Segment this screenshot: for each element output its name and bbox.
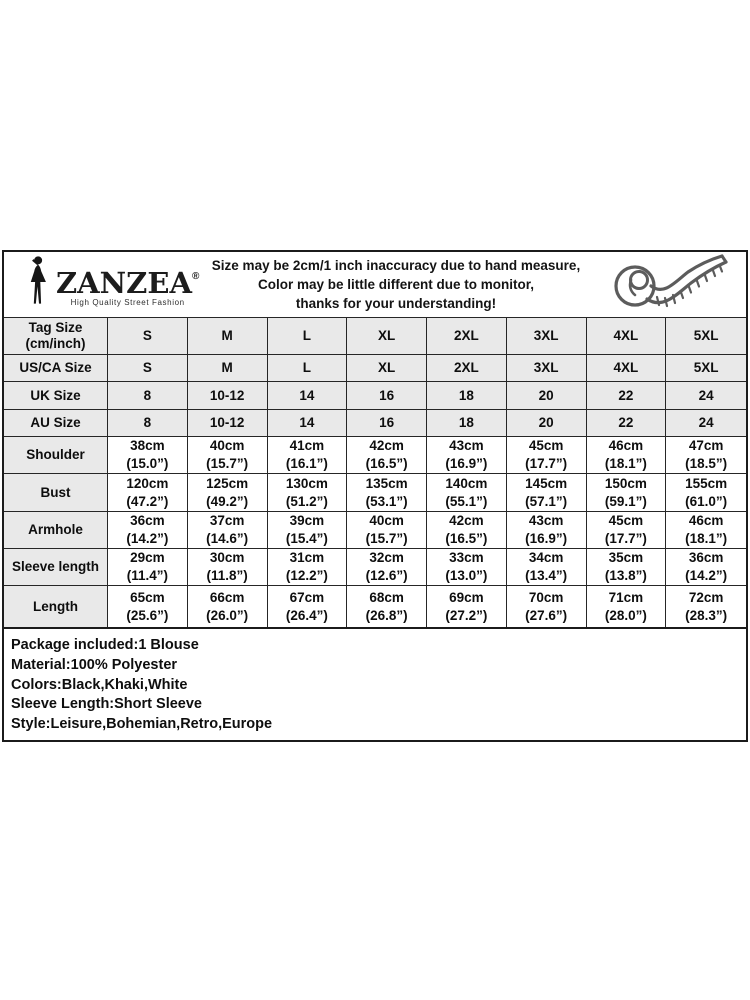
- measure-cell: 45cm (17.7”): [507, 437, 587, 474]
- table-header-band: [4, 252, 746, 318]
- size-header-cell: L: [268, 318, 348, 355]
- disclaimer-line-2: Color may be little different due to monitor,: [257, 277, 535, 292]
- size-cell: 2XL: [427, 355, 507, 382]
- measure-cell: 40cm (15.7”): [188, 437, 268, 474]
- measure-cell: 155cm (61.0”): [666, 474, 746, 512]
- size-cell: 4XL: [587, 355, 667, 382]
- measure-cell: 68cm (26.8”): [347, 586, 427, 627]
- measure-cell: 42cm (16.5”): [347, 437, 427, 474]
- measure-cell: 130cm (51.2”): [268, 474, 348, 512]
- size-header-cell: S: [108, 318, 188, 355]
- measure-cell: 37cm (14.6”): [188, 512, 268, 549]
- measure-cell: 30cm (11.8”): [188, 549, 268, 586]
- brand-name: ZANZEA®: [56, 265, 200, 300]
- size-table: [2, 250, 748, 629]
- measure-cell: 36cm (14.2”): [666, 549, 746, 586]
- size-cell: 10-12: [188, 382, 268, 410]
- row-label-tag-size: Tag Size (cm/inch): [4, 318, 108, 355]
- size-cell: 20: [507, 410, 587, 437]
- size-header-cell: 4XL: [587, 318, 667, 355]
- measure-cell: 145cm (57.1”): [507, 474, 587, 512]
- row-label-sleeve-length: Sleeve length: [4, 549, 108, 586]
- brand-logo-text: [56, 263, 199, 307]
- measure-cell: 66cm (26.0”): [188, 586, 268, 627]
- row-label-length: Length: [4, 586, 108, 627]
- measure-cell: 46cm (18.1”): [666, 512, 746, 549]
- registered-mark: ®: [191, 270, 200, 282]
- measure-cell: 41cm (16.1”): [268, 437, 348, 474]
- row-label-uk-size: UK Size: [4, 382, 108, 410]
- measure-cell: 36cm (14.2”): [108, 512, 188, 549]
- size-cell: 8: [108, 382, 188, 410]
- measure-cell: 43cm (16.9”): [507, 512, 587, 549]
- size-cell: 16: [347, 382, 427, 410]
- size-cell: 18: [427, 410, 507, 437]
- measure-cell: 65cm (25.6”): [108, 586, 188, 627]
- size-header-cell: 2XL: [427, 318, 507, 355]
- measure-disclaimer: [191, 256, 604, 313]
- measure-cell: 135cm (53.1”): [347, 474, 427, 512]
- detail-colors: Colors:Black,Khaki,White: [11, 676, 188, 693]
- measure-cell: 34cm (13.4”): [507, 549, 587, 586]
- size-cell: 24: [666, 410, 746, 437]
- measure-cell: 39cm (15.4”): [268, 512, 348, 549]
- row-label-usca-size: US/CA Size: [4, 355, 108, 382]
- measure-cell: 46cm (18.1”): [587, 437, 667, 474]
- size-header-cell: XL: [347, 318, 427, 355]
- detail-package: Package included:1 Blouse: [11, 637, 199, 653]
- measuring-tape-icon: [604, 254, 736, 316]
- brand-tagline: High Quality Street Fashion: [70, 297, 185, 307]
- detail-style: Style:Leisure,Bohemian,Retro,Europe: [11, 716, 273, 733]
- measure-cell: 72cm (28.3”): [666, 586, 746, 627]
- size-header-cell: 5XL: [666, 318, 746, 355]
- measure-cell: 47cm (18.5”): [666, 437, 746, 474]
- row-label-au-size: AU Size: [4, 410, 108, 437]
- measure-cell: 33cm (13.0”): [427, 549, 507, 586]
- detail-sleeve-length: Sleeve Length:Short Sleeve: [11, 696, 202, 713]
- measure-cell: 32cm (12.6”): [347, 549, 427, 586]
- measure-cell: 70cm (27.6”): [507, 586, 587, 627]
- row-label-bust: Bust: [4, 474, 108, 512]
- woman-silhouette-icon: [26, 255, 52, 314]
- size-cell: 16: [347, 410, 427, 437]
- size-header-cell: 3XL: [507, 318, 587, 355]
- detail-material: Material:100% Polyester: [11, 656, 178, 673]
- measure-cell: 140cm (55.1”): [427, 474, 507, 512]
- measure-cell: 120cm (47.2”): [108, 474, 188, 512]
- measure-cell: 38cm (15.0”): [108, 437, 188, 474]
- size-cell: 24: [666, 382, 746, 410]
- size-cell: 18: [427, 382, 507, 410]
- size-cell: M: [188, 355, 268, 382]
- measure-cell: 42cm (16.5”): [427, 512, 507, 549]
- measure-cell: 45cm (17.7”): [587, 512, 667, 549]
- size-cell: XL: [347, 355, 427, 382]
- row-label-shoulder: Shoulder: [4, 437, 108, 474]
- disclaimer-line-1: Size may be 2cm/1 inch inaccuracy due to hand measure,: [211, 258, 581, 273]
- measure-cell: 69cm (27.2”): [427, 586, 507, 627]
- size-cell: L: [268, 355, 348, 382]
- measure-cell: 40cm (15.7”): [347, 512, 427, 549]
- size-cell: S: [108, 355, 188, 382]
- measure-cell: 29cm (11.4”): [108, 549, 188, 586]
- size-cell: 8: [108, 410, 188, 437]
- measure-cell: 71cm (28.0”): [587, 586, 667, 627]
- measure-cell: 35cm (13.8”): [587, 549, 667, 586]
- size-cell: 3XL: [507, 355, 587, 382]
- measure-cell: 31cm (12.2”): [268, 549, 348, 586]
- row-label-armhole: Armhole: [4, 512, 108, 549]
- size-cell: 22: [587, 382, 667, 410]
- measure-cell: 150cm (59.1”): [587, 474, 667, 512]
- size-header-cell: M: [188, 318, 268, 355]
- size-cell: 14: [268, 382, 348, 410]
- size-cell: 10-12: [188, 410, 268, 437]
- size-cell: 5XL: [666, 355, 746, 382]
- size-cell: 22: [587, 410, 667, 437]
- measure-cell: 125cm (49.2”): [188, 474, 268, 512]
- brand-logo: [4, 255, 200, 314]
- measure-cell: 67cm (26.4”): [268, 586, 348, 627]
- product-details-box: [2, 629, 748, 742]
- size-cell: 14: [268, 410, 348, 437]
- size-cell: 20: [507, 382, 587, 410]
- disclaimer-line-3: thanks for your understanding!: [295, 296, 497, 311]
- measure-cell: 43cm (16.9”): [427, 437, 507, 474]
